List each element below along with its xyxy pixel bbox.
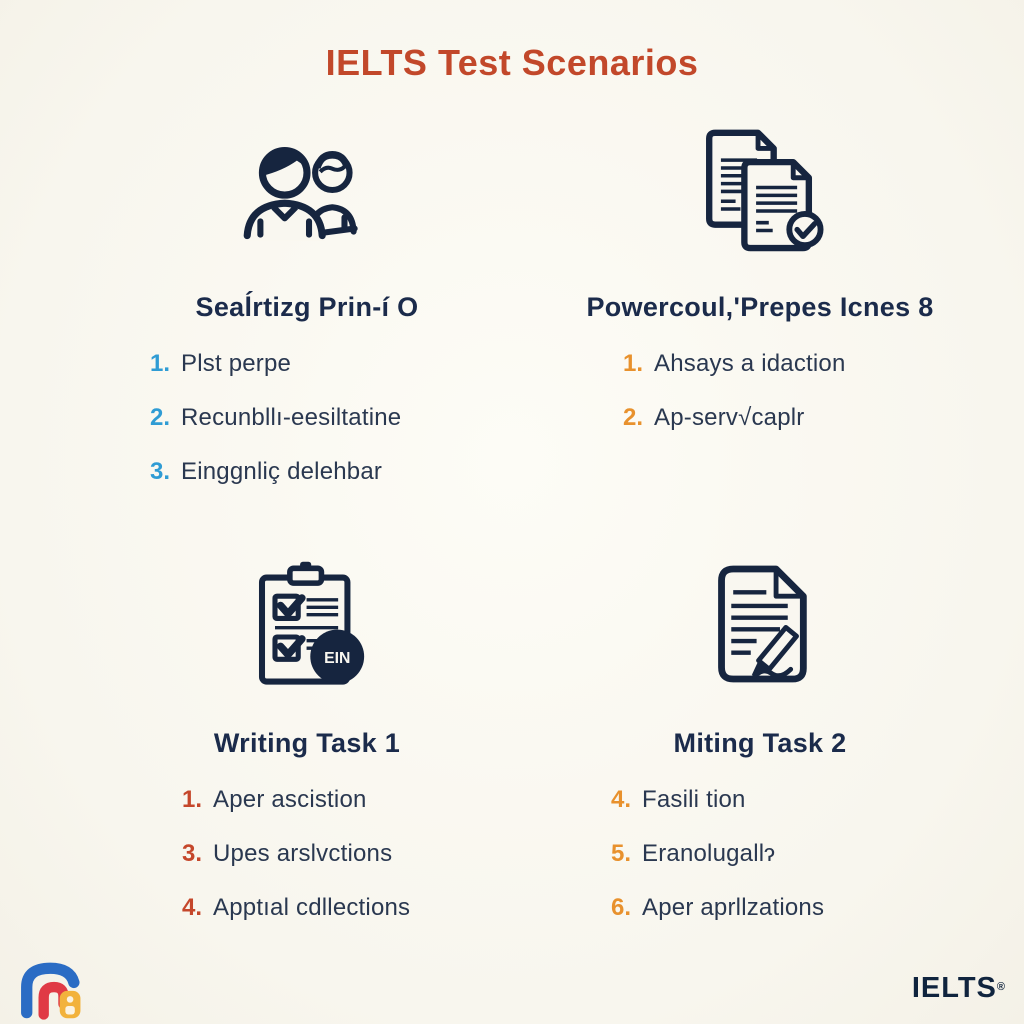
item-number: 2.: [150, 404, 171, 431]
list-item: [150, 347, 522, 381]
item-number: 3.: [182, 840, 203, 867]
item-number: 6.: [611, 894, 632, 921]
item-text: Plst perpe: [181, 350, 292, 377]
list-item: [150, 455, 522, 489]
page-title: IELTS Test Scenarios: [325, 42, 699, 83]
quadrant-bottom-right: [545, 558, 975, 945]
item-text: Recunbllı-eesiltatine: [181, 404, 402, 431]
badge-label: EIN: [323, 650, 350, 667]
list-item: [611, 783, 975, 817]
item-number: 1.: [623, 350, 644, 377]
checked-documents-icon: [545, 122, 975, 254]
item-number: 2.: [623, 404, 644, 431]
item-text: Aper aprllzations: [642, 894, 825, 921]
item-number: 5.: [611, 840, 632, 867]
quadrant-heading: Seaĺrtizg Prin-í O: [195, 292, 419, 322]
quadrant-heading: Miting Task 2: [673, 728, 847, 758]
quadrant-list: [92, 783, 522, 925]
item-text: Eranolugallɂ: [642, 840, 776, 867]
item-text: Fasili tion: [642, 786, 746, 813]
item-text: Ap-serv√caplr: [654, 404, 805, 431]
list-item: [150, 401, 522, 435]
document-pencil-icon: [545, 558, 975, 690]
quadrant-list: [545, 783, 975, 925]
item-number: 4.: [611, 786, 632, 813]
item-number: 1.: [182, 786, 203, 813]
quadrant-list: [92, 347, 522, 489]
item-text: Apptıal cdllections: [213, 894, 411, 921]
quadrant-top-left: [92, 122, 522, 509]
list-item: [611, 837, 975, 871]
trademark-symbol: ®: [996, 981, 1006, 993]
footer-mascot-logo: [14, 956, 96, 1022]
item-text: Aper ascistion: [213, 786, 367, 813]
item-text: Upes arslvctions: [213, 840, 393, 867]
item-number: 1.: [150, 350, 171, 377]
quadrant-heading: Powercoul,'Prepes Icnes 8: [586, 292, 934, 322]
list-item: [182, 837, 522, 871]
list-item: [623, 401, 975, 435]
quadrant-bottom-left: [92, 558, 522, 945]
item-text: Einggnliç delehbar: [181, 458, 383, 485]
list-item: [611, 891, 975, 925]
list-item: [623, 347, 975, 381]
quadrant-heading: Writing Task 1: [213, 728, 401, 758]
list-item: [182, 891, 522, 925]
item-number: 3.: [150, 458, 171, 485]
quadrant-top-right: [545, 122, 975, 455]
two-students-icon: [92, 122, 522, 254]
item-number: 4.: [182, 894, 203, 921]
quadrant-list: [545, 347, 975, 435]
item-text: Ahsays a idaction: [654, 350, 846, 377]
clipboard-checklist-icon: [92, 558, 522, 690]
ielts-brand-wordmark: [912, 972, 1006, 1005]
brand-text: IELTS: [911, 972, 997, 1004]
list-item: [182, 783, 522, 817]
